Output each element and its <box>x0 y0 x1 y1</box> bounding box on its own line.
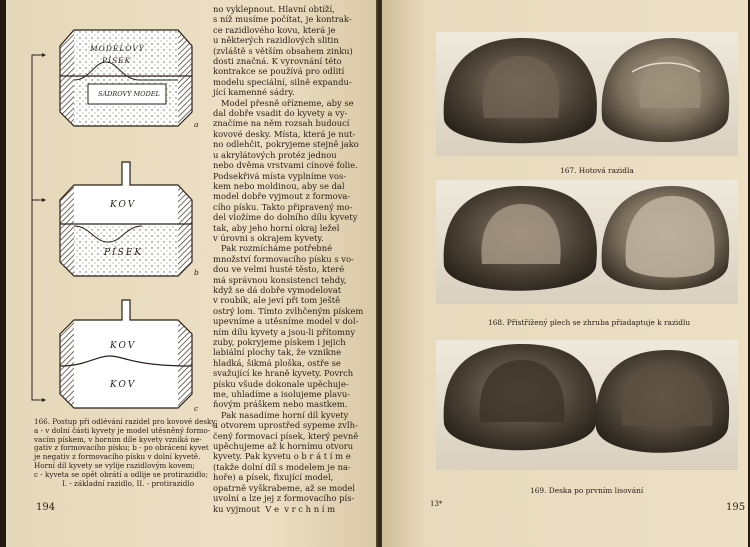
body-text-line: dou ve velmi husté těsto, které <box>213 264 345 275</box>
body-text-line: upěchujeme až k hornímu otvoru <box>213 441 354 452</box>
body-text-line: model dobře vyjmout z formova- <box>213 191 351 202</box>
body-text-line: opatrně vyškrabeme, až se model <box>213 482 356 493</box>
body-text-line: Model přesně ořízneme, aby se <box>213 97 354 108</box>
caption-fig-167: 167. Hotová razidla <box>560 166 634 175</box>
body-text-line: když se dá dobře vymodelovat <box>213 284 342 295</box>
body-text-line: jící kamenné sádry. <box>213 87 295 98</box>
page-number-left: 194 <box>36 502 56 513</box>
body-text-line: ostrý lom. Tímto zvlhčeným pískem <box>213 305 364 316</box>
body-text-line: písku všude dokonale upěchuje- <box>213 378 349 389</box>
fig-a-box-label: SÁDROVÝ MODEL <box>98 90 160 98</box>
body-text-line: Podsekřivá místa vyplníme vos- <box>213 170 347 181</box>
fig-b-label-bottom: PÍSEK <box>104 248 144 258</box>
fig-b-label-top: KOV <box>110 200 137 210</box>
left-page <box>6 0 378 547</box>
right-page <box>382 0 748 547</box>
fig-a-label-top: MODELOVÝ <box>90 44 145 53</box>
body-text-line: cího písku. Takto připravený mo- <box>213 201 353 212</box>
body-text-line: Pak nasadíme horní díl kyvety <box>213 409 349 420</box>
body-text-line: ce razidlového kovu, která je <box>213 24 336 35</box>
body-text-column <box>213 4 363 514</box>
body-text-line: množství formovacího písku s vo- <box>213 253 354 264</box>
body-text-line: u akrylátových protéz jednou <box>213 149 337 160</box>
caption-line: vacím pískem, v horním díle kyvety vzniká ne- <box>34 434 202 444</box>
caption-fig-169: 169. Deska po prvním lisování <box>530 486 644 495</box>
caption-line: I. - základní razidlo, II. - protirazidlo <box>61 478 195 488</box>
body-text-line: dal dobře vsadit do kyvety a vy- <box>213 108 348 119</box>
body-text-line: ním dílu kyvety a jsou-li přítomny <box>213 326 356 337</box>
figure-c <box>60 300 192 408</box>
body-text-line: kontrakce se používá pro odlití <box>213 66 345 77</box>
body-text-line: značíme na něm rozsah budoucí <box>213 118 350 129</box>
body-text-line: me, uhladíme a isolujeme plavu- <box>213 389 351 400</box>
body-text-line: (zvláště s větším obsahem zinku) <box>213 45 353 56</box>
body-text-line: tak, aby jeho horní okraj ležel <box>213 222 340 233</box>
caption-fig-168: 168. Přistřižený plech se zhruba přiadaptuje k razidlu <box>488 318 691 327</box>
body-text-line: Pak rozmícháme potřebné <box>213 243 333 254</box>
caption-line: Horní díl kyvety se vylije razidlovým kovem; <box>34 460 195 470</box>
body-text-line: hladká, šikmá ploška, ostře se <box>213 357 341 368</box>
body-text-line: ňovým práškem nebo mastkem. <box>213 399 348 410</box>
body-text-line: má správnou konsistenci tehdy, <box>213 274 347 285</box>
body-text-line: no vyklepnout. Hlavní obtíží, <box>213 4 335 14</box>
body-text-line: nebo dvěma vrstvami cínové folie. <box>213 160 358 171</box>
body-text-line: (takže dolní díl s modelem je na- <box>213 461 351 472</box>
body-text-line: s níž musíme počítat, je kontrak- <box>213 14 352 25</box>
caption-line: 166. Postup při odlévání razidel pro kovové desky: <box>34 417 218 426</box>
photo-fig-168 <box>436 180 738 304</box>
caption-line: je negativ z formovacího písku v dolní kyvetě. <box>34 452 201 462</box>
body-text-line: v roubík, ale jeví při tom ještě <box>213 295 341 306</box>
signature-mark: 13* <box>430 500 443 508</box>
photo-fig-169 <box>436 340 738 470</box>
figure-166-caption <box>34 418 222 488</box>
body-text-line: del vložíme do dolního dílu kyvety <box>213 212 358 223</box>
fig-c-label-bottom: KOV <box>110 380 137 390</box>
body-text-line: ku vyjmout V e v r c h n í m <box>213 503 336 514</box>
body-text-line: no odlehčit, pokryjeme stejně jako <box>213 139 359 150</box>
body-text-line: v úrovni s okrajem kyvety. <box>213 232 324 243</box>
caption-line: a - v dolní části kyvety je model utěsněný formo- <box>34 425 211 435</box>
fig-a-label-bottom: PÍSEK <box>102 56 132 65</box>
body-text-line: modelu speciální, silně expandu- <box>213 76 352 87</box>
body-text-line: kovové desky. Místa, která je nut- <box>213 128 356 139</box>
photo-plates <box>382 0 748 547</box>
body-text-line: zuby, pokryjeme pískem i jejich <box>213 337 346 347</box>
body-text-line: upevníme a utěsníme model v dol- <box>213 316 359 327</box>
body-text-line: a otvorem uprostřed sypeme zvlh- <box>213 420 358 431</box>
page-number-right: 195 <box>726 502 746 513</box>
body-text-line: labiální plochy tak, že vznikne <box>213 347 342 358</box>
body-text-line: kyvety. Pak kyvetu o b r á t í m e <box>213 451 351 462</box>
body-text-line: dosti značná. K vyrovnání této <box>213 56 342 67</box>
figure-b <box>60 162 192 276</box>
fig-letter-c: c <box>194 404 199 413</box>
fig-c-label-top: KOV <box>110 341 137 351</box>
body-text-line: hoře) a písek, fixující model, <box>213 472 334 483</box>
fig-letter-a: a <box>194 120 199 129</box>
body-text-line: svažující ke hraně kyvety. Povrch <box>213 368 354 379</box>
caption-line: gativ z formovacího písku; b - po obrácení kyvet <box>34 443 209 453</box>
photo-fig-167 <box>436 32 738 156</box>
body-text-line: uvolní a lze jej z formovacího pís- <box>213 493 355 504</box>
body-text-line: u některých razidlových slitin <box>213 35 339 46</box>
fig-letter-b: b <box>194 268 199 277</box>
body-text-line: kem nebo moldinou, aby se dal <box>213 180 345 191</box>
caption-line: c - kyveta se opět obrátí a odlije se protirazidlo; <box>34 469 209 479</box>
body-text-line: čený formovací písek, který pevně <box>213 430 359 441</box>
